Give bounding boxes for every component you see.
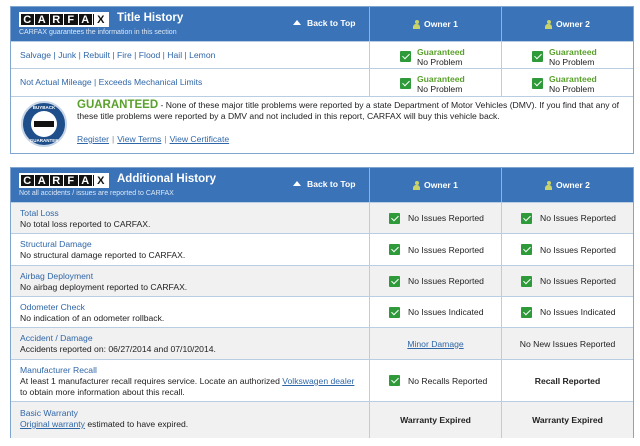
check-icon xyxy=(400,51,411,62)
guarantee-links: Register | View Terms | View Certificate xyxy=(77,134,230,144)
check-icon xyxy=(389,244,400,255)
table-row: Odometer Check No indication of an odometer rollback. No Issues Indicated No Issues Indicated xyxy=(11,296,633,327)
register-link[interactable]: Register xyxy=(77,134,109,144)
guarantee-text: GUARANTEED - None of these major title problems were reported by a state Department of Motor Vehicles (DMV). If you find that any of these title problems were reported by a DMV and not included in this report, CARFAX will buy this vehicle back. xyxy=(77,99,620,121)
section-title: Title History xyxy=(117,12,184,24)
guaranteed-label: Guaranteed xyxy=(549,74,597,84)
odometer-check-link[interactable]: Odometer Check xyxy=(20,302,85,312)
owner2-column-header: Owner 2 xyxy=(501,168,633,202)
check-icon xyxy=(389,307,400,318)
up-arrow-icon xyxy=(293,181,301,186)
section-subtitle: Not all accidents / issues are reported to CARFAX xyxy=(19,190,174,197)
view-terms-link[interactable]: View Terms xyxy=(117,134,162,144)
basic-warranty-link[interactable]: Basic Warranty xyxy=(20,408,78,418)
section-title: Additional History xyxy=(117,173,217,185)
buyback-guarantee-block xyxy=(11,96,633,154)
check-icon xyxy=(389,213,400,224)
guaranteed-label: Guaranteed xyxy=(549,47,597,57)
back-to-top-link[interactable]: Back to Top xyxy=(293,18,356,28)
additional-history-header xyxy=(11,168,633,202)
title-problem-link[interactable]: Salvage | Junk | Rebuilt | Fire | Flood | Hail | Lemon xyxy=(20,50,216,60)
guaranteed-label: Guaranteed xyxy=(417,74,465,84)
check-icon xyxy=(521,213,532,224)
check-icon xyxy=(532,51,543,62)
table-row: Accident / Damage Accidents reported on: 06/27/2014 and 07/10/2014. Minor Damage No New Issues Reported xyxy=(11,327,633,359)
check-icon xyxy=(389,276,400,287)
additional-history-section xyxy=(10,167,634,438)
title-problem-link[interactable]: Not Actual Mileage | Exceeds Mechanical Limits xyxy=(20,77,203,87)
carfax-logo: C A R F A X xyxy=(19,12,109,27)
carfax-logo: C A R F A X xyxy=(19,173,109,188)
view-certificate-link[interactable]: View Certificate xyxy=(169,134,230,144)
table-row: Airbag Deployment No airbag deployment reported to CARFAX. No Issues Reported No Issues Reported xyxy=(11,265,633,296)
table-row: Structural Damage No structural damage reported to CARFAX. No Issues Reported No Issues Reported xyxy=(11,233,633,265)
check-icon xyxy=(389,375,400,386)
check-icon xyxy=(521,276,532,287)
person-icon xyxy=(545,20,552,29)
person-icon xyxy=(413,20,420,29)
accident-damage-link[interactable]: Accident / Damage xyxy=(20,333,93,343)
check-icon xyxy=(400,78,411,89)
check-icon xyxy=(532,78,543,89)
back-to-top-link[interactable]: Back to Top xyxy=(293,179,356,189)
table-row: Basic Warranty Original warranty estimated to have expired. Warranty Expired Warranty Expired xyxy=(11,401,633,438)
check-icon xyxy=(521,244,532,255)
person-icon xyxy=(545,181,552,190)
table-row: Not Actual Mileage | Exceeds Mechanical Limits Guaranteed No Problem Guaranteed No Problem xyxy=(11,68,633,96)
minor-damage-link[interactable]: Minor Damage xyxy=(407,338,464,349)
title-history-section xyxy=(10,6,634,154)
up-arrow-icon xyxy=(293,20,301,25)
owner1-column-header: Owner 1 xyxy=(369,7,501,41)
table-row: Total Loss No total loss reported to CARFAX. No Issues Reported No Issues Reported xyxy=(11,202,633,233)
volkswagen-dealer-link[interactable]: Volkswagen dealer xyxy=(282,376,355,386)
manufacturer-recall-link[interactable]: Manufacturer Recall xyxy=(20,365,97,375)
title-history-header xyxy=(11,7,633,41)
structural-damage-link[interactable]: Structural Damage xyxy=(20,239,92,249)
table-row: Manufacturer Recall At least 1 manufacturer recall requires service. Locate an authorized Volkswagen dealer to obtain more information about this recall. No Recalls Reported Recall Reported xyxy=(11,359,633,401)
table-row: Salvage | Junk | Rebuilt | Fire | Flood | Hail | Lemon Guaranteed No Problem Guaranteed No Problem xyxy=(11,41,633,68)
person-icon xyxy=(413,181,420,190)
total-loss-link[interactable]: Total Loss xyxy=(20,208,59,218)
owner2-column-header: Owner 2 xyxy=(501,7,633,41)
airbag-deployment-link[interactable]: Airbag Deployment xyxy=(20,271,94,281)
buyback-guarantee-seal-icon: BUYBACK GUARANTEE xyxy=(21,101,67,147)
section-subtitle: CARFAX guarantees the information in this section xyxy=(19,29,177,36)
original-warranty-link[interactable]: Original warranty xyxy=(20,419,85,429)
check-icon xyxy=(521,307,532,318)
guaranteed-label: Guaranteed xyxy=(417,47,465,57)
owner1-column-header: Owner 1 xyxy=(369,168,501,202)
